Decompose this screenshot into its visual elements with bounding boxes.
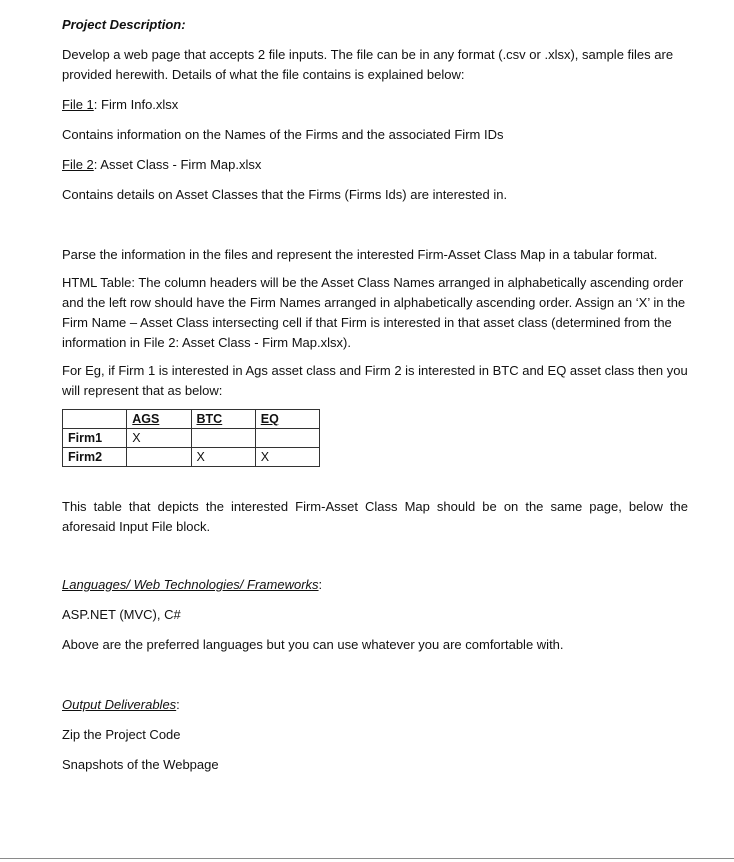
table-header-cell: [63, 410, 127, 429]
table-row-header: Firm1: [63, 429, 127, 448]
list-item: Zip the Project Code: [62, 727, 181, 742]
table-header-cell: BTC: [191, 410, 255, 429]
table-row: [63, 429, 320, 448]
table-cell: [255, 429, 319, 448]
page-title: Project Description:: [62, 17, 186, 32]
page-bottom-rule: [0, 858, 734, 859]
list-item: Snapshots of the Webpage: [62, 757, 219, 772]
languages-value: ASP.NET (MVC), C#: [62, 607, 181, 622]
table-cell: X: [191, 448, 255, 467]
deliverables-heading-line: Output Deliverables:: [62, 697, 180, 712]
table-cell: [127, 448, 191, 467]
example-table-wrapper: [62, 409, 320, 467]
languages-note: Above are the preferred languages but you can use whatever you are comfortable with.: [62, 637, 564, 652]
table-header-row: [63, 410, 320, 429]
deliverables-heading: Output Deliverables: [62, 697, 177, 712]
table-row-header: Firm2: [63, 448, 127, 467]
file1-label: File 1: [62, 97, 94, 112]
example-paragraph: For Eg, if Firm 1 is interested in Ags asset class and Firm 2 is interested in BTC and EQ asset class then you will represent that as below:: [62, 363, 688, 398]
example-table: [62, 409, 320, 467]
table-header-cell: AGS: [127, 410, 191, 429]
intro-paragraph: Develop a web page that accepts 2 file inputs. The file can be in any format (.csv or .xlsx), sample files are provided herewith. Details of what the file contains is explained below:: [62, 47, 674, 82]
title-text: Project Description: [62, 17, 182, 32]
file1-description: Contains information on the Names of the Firms and the associated Firm IDs: [62, 127, 504, 142]
file2-description: Contains details on Asset Classes that the Firms (Firms Ids) are interested in.: [62, 187, 508, 202]
file2-line: [62, 155, 688, 175]
parse-paragraph: Parse the information in the files and represent the interested Firm-Asset Class Map in a tabular format.: [62, 247, 658, 262]
placement-paragraph: This table that depicts the interested Firm-Asset Class Map should be on the same page, below the aforesaid Input File block.: [62, 499, 688, 534]
file2-name: : Asset Class - Firm Map.xlsx: [93, 157, 262, 172]
table-header-cell: EQ: [255, 410, 319, 429]
table-cell: X: [127, 429, 191, 448]
file2-label: File 2: [62, 157, 94, 172]
table-cell: X: [255, 448, 319, 467]
table-cell: [191, 429, 255, 448]
languages-heading-line: Languages/ Web Technologies/ Frameworks:: [62, 577, 323, 592]
languages-heading: Languages/ Web Technologies/ Frameworks: [62, 577, 319, 592]
document-body: [62, 15, 688, 775]
file1-line: [62, 95, 688, 115]
file1-name: : Firm Info.xlsx: [93, 97, 179, 112]
html-table-paragraph: HTML Table: The column headers will be the Asset Class Names arranged in alphabetically ascending order and the left row should have the Firm Names arranged in alphabetically ascending order. Assign an ‘X’ in the Firm Name – Asset Class intersecting cell if that Firm is interested in that asset class (determined from the information in File 2: Asset Class - Firm Map.xlsx).: [62, 275, 686, 350]
table-row: [63, 448, 320, 467]
